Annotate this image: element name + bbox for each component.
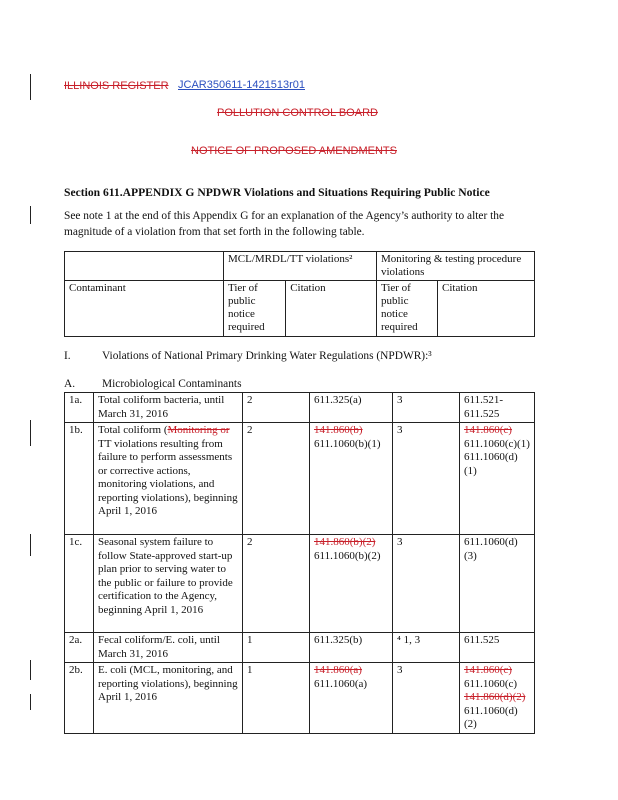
row-id: 1b. [65, 423, 94, 535]
tier-cell: 3 [393, 393, 460, 423]
citation-cell [310, 663, 393, 734]
table-row [65, 423, 535, 535]
section-title: Section 611.APPENDIX G NPDWR Violations and Situations Requiring Public Notice [64, 186, 490, 199]
deleted-text: Monitoring or [167, 424, 230, 436]
blank-header-cell [65, 252, 224, 281]
tier-cell: 2 [243, 393, 310, 423]
citation-cell: 611.525 [460, 633, 535, 663]
deleted-citation: 141.860(c) [464, 664, 512, 676]
table-row [65, 535, 535, 633]
tier-header: Tier of public notice required [224, 281, 286, 337]
table-row [65, 633, 535, 663]
citation-cell [460, 663, 535, 734]
register-header: ILLINOIS REGISTER [64, 80, 169, 92]
part-i-heading: Violations of National Primary Drinking Water Regulations (NPDWR):³ [102, 350, 432, 362]
column-header-table [64, 251, 535, 337]
violations-table [64, 392, 535, 734]
contaminant-cell: E. coli (MCL, monitoring, and reporting violations), beginning April 1, 2016 [94, 663, 243, 734]
deleted-citation: 141.860(b)(2) [314, 536, 376, 548]
table-row [65, 663, 535, 734]
tier-header: Tier of public notice required [377, 281, 438, 337]
citation-text: 611.1060(c)(1) [464, 437, 530, 450]
note-paragraph: See note 1 at the end of this Appendix G for an explanation of the Agency’s authority to alter the magnitude of a violation from that set forth in the following table. [64, 210, 505, 238]
contaminant-cell [94, 423, 243, 535]
tier-cell: 1 [243, 663, 310, 734]
citation-text: 611.1060(d)(2) [464, 704, 518, 730]
tier-cell: 3 [393, 663, 460, 734]
citation-cell: 611.325(b) [310, 633, 393, 663]
mcl-group-header: MCL/MRDL/TT violations² [224, 252, 377, 281]
tier-cell: 3 [393, 423, 460, 535]
citation-cell: 611.325(a) [310, 393, 393, 423]
deleted-citation: 141.860(a) [314, 664, 362, 676]
citation-cell: 611.521-611.525 [460, 393, 535, 423]
row-id: 2a. [65, 633, 94, 663]
change-bar [30, 74, 31, 100]
contaminant-header: Contaminant [65, 281, 224, 337]
citation-cell [460, 423, 535, 535]
row-id: 1c. [65, 535, 94, 633]
name-text: Total coliform ( [98, 424, 168, 436]
tier-cell: 2 [243, 423, 310, 535]
tier-cell: 2 [243, 535, 310, 633]
change-bar [30, 420, 31, 446]
row-id: 2b. [65, 663, 94, 734]
deleted-citation: 141.860(b) [314, 424, 363, 436]
citation-text: 611.1060(c) [464, 677, 518, 690]
citation-header: Citation [286, 281, 377, 337]
contaminant-cell: Fecal coliform/E. coli, until March 31, 2016 [94, 633, 243, 663]
monitoring-group-header: Monitoring & testing procedure violations [377, 252, 535, 281]
part-a-heading: Microbiological Contaminants [102, 378, 242, 390]
table-row [65, 393, 535, 423]
row-id: 1a. [65, 393, 94, 423]
board-header: POLLUTION CONTROL BOARD [217, 107, 378, 119]
change-bar [30, 660, 31, 680]
change-bar [30, 534, 31, 556]
citation-text: 611.1060(b)(1) [314, 437, 381, 450]
tier-cell: ⁴ 1, 3 [393, 633, 460, 663]
citation-text: 611.1060(b)(2) [314, 549, 381, 562]
citation-cell: 611.1060(d)(3) [460, 535, 535, 633]
tier-cell: 1 [243, 633, 310, 663]
change-bar [30, 206, 31, 224]
part-a-number: A. [64, 378, 76, 390]
part-i-number: I. [64, 350, 71, 362]
doc-id: JCAR350611-1421513r01 [178, 79, 305, 91]
contaminant-cell: Total coliform bacteria, until March 31, 2016 [94, 393, 243, 423]
notice-header: NOTICE OF PROPOSED AMENDMENTS [191, 145, 397, 157]
deleted-citation: 141.860(c) [464, 424, 512, 436]
name-text: TT violations resulting from failure to perform assessments or corrective actions, monitoring violations, and reporting violations), beginning April 1, 2016 [98, 437, 238, 517]
citation-text: 611.1060(d)(1) [464, 451, 518, 477]
citation-text: 611.1060(a) [314, 677, 368, 690]
tier-cell: 3 [393, 535, 460, 633]
deleted-citation: 141.860(d)(2) [464, 691, 526, 703]
contaminant-cell: Seasonal system failure to follow State-approved start-up plan prior to serving water to the public or failure to provide certification to the Agency, beginning April 1, 2016 [94, 535, 243, 633]
citation-cell [310, 423, 393, 535]
citation-cell [310, 535, 393, 633]
citation-header: Citation [438, 281, 535, 337]
change-bar [30, 694, 31, 710]
